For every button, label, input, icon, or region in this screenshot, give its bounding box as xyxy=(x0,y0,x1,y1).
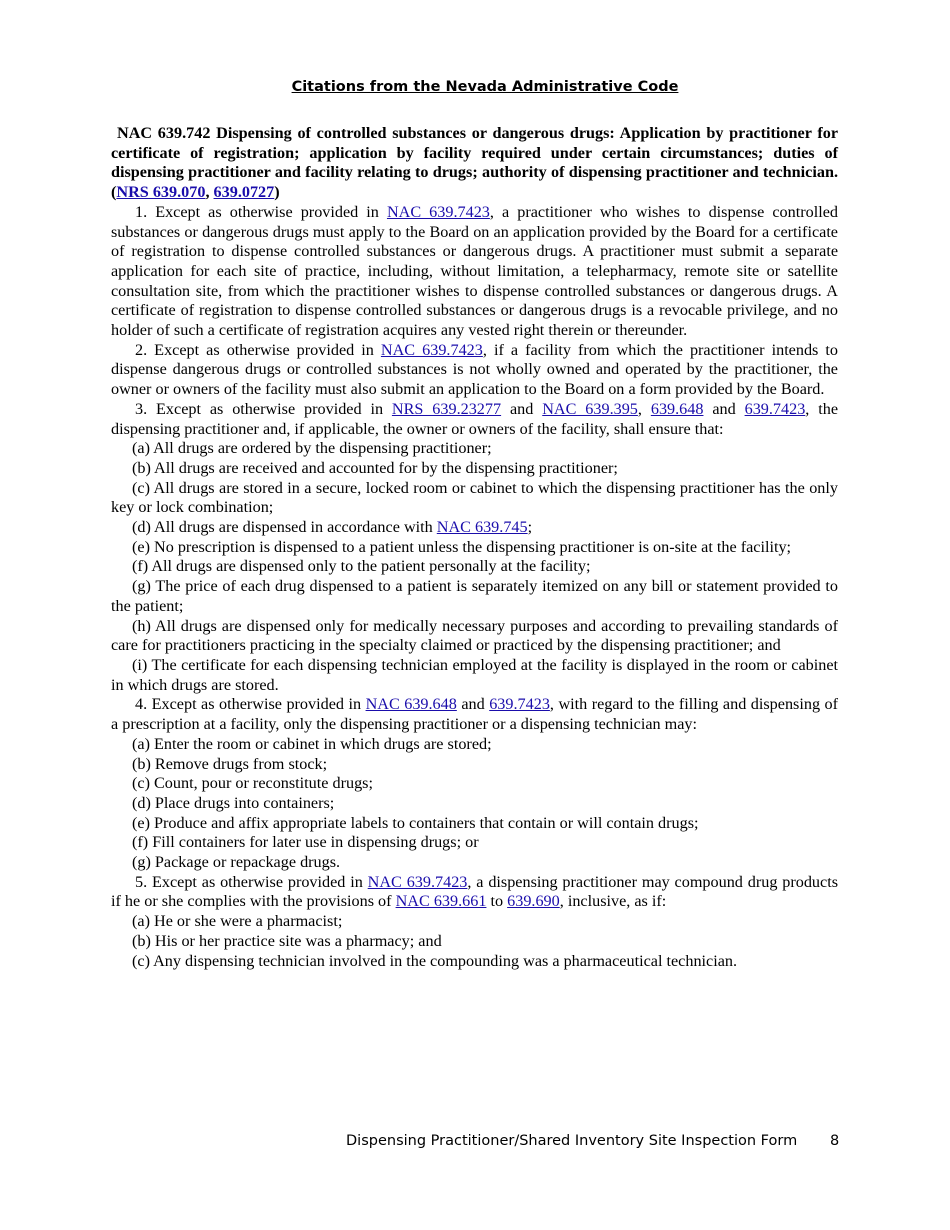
list-item: (a) All drugs are ordered by the dispensing practitioner; xyxy=(132,439,492,458)
link-639-7423[interactable]: 639.7423 xyxy=(489,695,550,714)
list-item: (g) Package or repackage drugs. xyxy=(132,853,341,872)
document-body xyxy=(111,124,838,971)
link-nac-639-648[interactable]: NAC 639.648 xyxy=(365,695,457,714)
link-nac-639-395[interactable]: NAC 639.395 xyxy=(542,399,638,418)
list-item: (b) Remove drugs from stock; xyxy=(132,754,328,773)
footer-title: Dispensing Practitioner/Shared Inventory Site Inspection Form xyxy=(346,1133,798,1149)
link-639-690[interactable]: 639.690 xyxy=(507,892,560,911)
paragraph-1: 1. Except as otherwise provided in NAC 639.7423, a practitioner who wishes to dispense controlled substances or dangerous drugs must apply to the Board on an application provided by the Board for a certificate of registration to dispense controlled substances or dangerous drugs. A practitioner must submit a separate application for each site of practice, including, without limitation, a telepharmacy, remote site or satellite consultation site, from which the practitioner wishes to dispense controlled substances or dangerous drugs. A certificate of registration to dispense controlled substances or dangerous drugs is a revocable privilege, and no holder of such a certificate of registration acquires any vested right therein or thereunder. xyxy=(111,202,838,340)
link-nac-639-7423[interactable]: NAC 639.7423 xyxy=(367,872,468,891)
list-item: (h) All drugs are dispensed only for medically necessary purposes and according to prevailing standards of care for practitioners practicing in the specialty claimed or practiced by the dispensing practitioner; and xyxy=(111,616,838,655)
list-item: (d) All drugs are dispensed in accordance with NAC 639.745; xyxy=(132,518,533,537)
list-item: (a) He or she were a pharmacist; xyxy=(132,912,343,931)
link-639-7423[interactable]: 639.7423 xyxy=(744,399,806,418)
cite-link-639-0727[interactable]: 639.0727 xyxy=(213,183,275,202)
list-item: (a) Enter the room or cabinet in which drugs are stored; xyxy=(132,734,492,753)
paragraph-2: 2. Except as otherwise provided in NAC 639.7423, if a facility from which the practitioner intends to dispense dangerous drugs or controlled substances is not wholly owned and operated by the practitioner, the owner or owners of the facility must also submit an application to the Board on a form provided by the Board. xyxy=(111,340,838,399)
link-nac-639-7423[interactable]: NAC 639.7423 xyxy=(386,202,490,221)
page-number: 8 xyxy=(830,1133,840,1149)
list-item: (f) All drugs are dispensed only to the patient personally at the facility; xyxy=(132,557,591,576)
link-nac-639-661[interactable]: NAC 639.661 xyxy=(395,892,487,911)
section-title: NAC 639.742 Dispensing of controlled substances or dangerous drugs: Application by practitioner for certificate of registration; application by facility required under certain circumstances; duties of dispensing practitioner and facility relating to drugs; authority of dispensing practitioner and technician. (NRS 639.070, 639.0727) xyxy=(111,124,838,202)
link-nac-639-745[interactable]: NAC 639.745 xyxy=(436,518,528,537)
page-footer xyxy=(346,1132,846,1152)
cite-link-nrs-639-070[interactable]: NRS 639.070 xyxy=(116,183,206,202)
list-item: (c) Count, pour or reconstitute drugs; xyxy=(132,774,373,793)
paragraph-4: 4. Except as otherwise provided in NAC 639.648 and 639.7423, with regard to the filling and dispensing of a prescription at a facility, only the dispensing practitioner or a dispensing technician may: xyxy=(111,695,839,734)
list-item: (e) No prescription is dispensed to a patient unless the dispensing practitioner is on-site at the facility; xyxy=(132,537,792,556)
link-nac-639-7423[interactable]: NAC 639.7423 xyxy=(380,340,483,359)
link-nrs-639-23277[interactable]: NRS 639.23277 xyxy=(391,399,502,418)
list-item: (d) Place drugs into containers; xyxy=(132,793,335,812)
list-item: (b) His or her practice site was a pharmacy; and xyxy=(132,931,442,950)
list-item: (c) Any dispensing technician involved in the compounding was a pharmaceutical technician. xyxy=(132,951,738,970)
list-item: (g) The price of each drug dispensed to a patient is separately itemized on any bill or statement provided to the patient; xyxy=(111,577,838,615)
paragraph-5: 5. Except as otherwise provided in NAC 639.7423, a dispensing practitioner may compound drug products if he or she complies with the provisions of NAC 639.661 to 639.690, inclusive, as if: xyxy=(111,872,838,911)
list-item: (i) The certificate for each dispensing technician employed at the facility is displayed in the room or cabinet in which drugs are stored. xyxy=(111,655,838,694)
page-heading: Citations from the Nevada Administrative Code xyxy=(291,79,679,95)
list-item: (e) Produce and affix appropriate labels to containers that contain or will contain drugs; xyxy=(132,813,699,832)
link-639-648[interactable]: 639.648 xyxy=(650,399,704,418)
list-item: (c) All drugs are stored in a secure, locked room or cabinet to which the dispensing practitioner has the only key or lock combination; xyxy=(111,478,838,517)
section-title-text: NAC 639.742 Dispensing of controlled substances or dangerous drugs: Application by practitioner for certificate of registration; application by facility required under certain circumstances; duties of dispensing practitioner and facility relating to drugs; authority of dispensing practitioner and technician. xyxy=(111,124,838,182)
list-item: (f) Fill containers for later use in dispensing drugs; or xyxy=(132,833,479,852)
paragraph-3: 3. Except as otherwise provided in NRS 639.23277 and NAC 639.395, 639.648 and 639.7423, the dispensing practitioner and, if applicable, the owner or owners of the facility, shall ensure that: xyxy=(111,399,839,438)
list-item: (b) All drugs are received and accounted for by the dispensing practitioner; xyxy=(132,458,618,477)
